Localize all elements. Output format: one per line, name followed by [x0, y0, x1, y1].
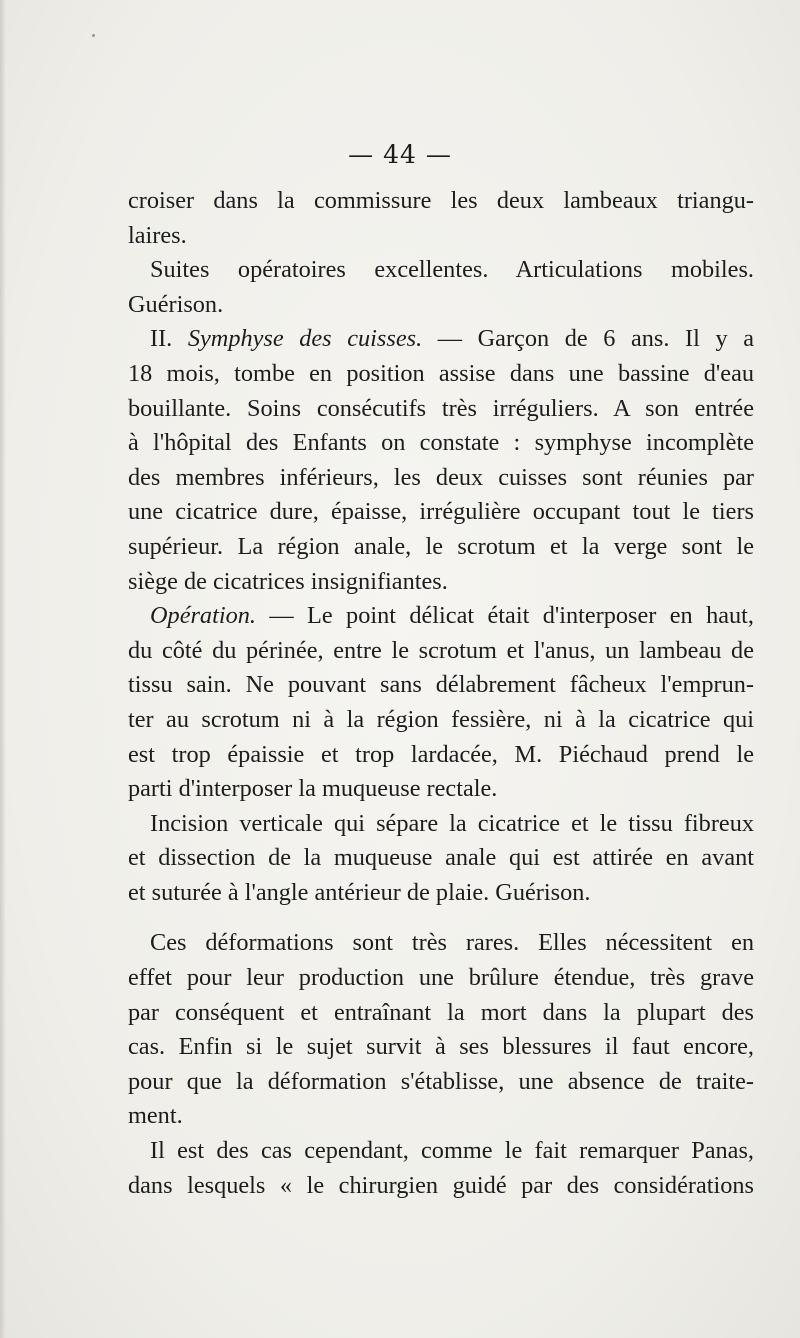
paragraph [128, 184, 754, 253]
text-line [128, 599, 754, 634]
text-line: bouillante. Soins consécutifs très irréguliers. A son entrée [128, 394, 754, 422]
section-title: Symphyse des cuisses. [187, 325, 423, 353]
text-line: ment. [128, 1102, 183, 1130]
text-line: 18 mois, tombe en position assise dans une bassine d'eau [128, 359, 754, 387]
text-line [128, 322, 754, 357]
text-line: et suturée à l'angle antérieur de plaie. Guérison. [128, 878, 591, 906]
paragraph [128, 926, 754, 1134]
text-line: effet pour leur production une brûlure étendue, très grave [128, 964, 754, 992]
text-fragment: — Le point délicat était d'interposer en haut, [255, 602, 754, 630]
text-line: Suites opératoires excellentes. Articulations mobiles. [150, 256, 754, 284]
text-line: une cicatrice dure, épaisse, irrégulière occupant tout le tiers [128, 498, 754, 526]
text-line: par conséquent et entraînant la mort dans la plupart des [128, 998, 754, 1026]
text-line: à l'hôpital des Enfants on constate : symphyse incomplète [128, 429, 754, 457]
text-line: ter au scrotum ni à la région fessière, ni à la cicatrice qui [128, 705, 754, 733]
text-line: tissu sain. Ne pouvant sans délabrement fâcheux l'emprun- [128, 671, 754, 699]
text-line: cas. Enfin si le sujet survit à ses blessures il faut encore, [128, 1033, 754, 1061]
paragraph [128, 322, 754, 599]
body-text [128, 184, 754, 1203]
text-fragment: — Garçon de 6 ans. Il y a [422, 325, 754, 353]
paragraph [128, 807, 754, 911]
paragraph [128, 253, 754, 322]
text-line: et dissection de la muqueuse anale qui est attirée en avant [128, 844, 754, 872]
text-line: Ces déformations sont très rares. Elles nécessitent en [150, 929, 754, 957]
text-line: supérieur. La région anale, le scrotum et la verge sont le [128, 532, 754, 560]
paragraph [128, 599, 754, 807]
text-line: est trop épaissie et trop lardacée, M. Piéchaud prend le [128, 740, 754, 768]
text-line: Guérison. [128, 290, 224, 318]
section-title: Opération. [150, 602, 256, 630]
text-line: siège de cicatrices insignifiantes. [128, 567, 448, 595]
text-line: Incision verticale qui sépare la cicatrice et le tissu fibreux [150, 809, 754, 837]
paper-speck [92, 34, 95, 37]
text-line: pour que la déformation s'établisse, une absence de traite- [128, 1067, 754, 1095]
section-number: II. [150, 325, 188, 353]
page-edge-shadow [0, 0, 6, 1338]
text-line: dans lesquels « le chirurgien guidé par des considérations [128, 1171, 754, 1199]
text-line: des membres inférieurs, les deux cuisses sont réunies par [128, 463, 754, 491]
paragraph [128, 1134, 754, 1203]
text-line: croiser dans la commissure les deux lambeaux triangu- [128, 187, 754, 214]
text-line: Il est des cas cependant, comme le fait remarquer Panas, [150, 1137, 754, 1165]
text-line: parti d'interposer la muqueuse rectale. [128, 775, 498, 803]
text-line: du côté du périnée, entre le scrotum et l'anus, un lambeau de [128, 636, 754, 664]
paragraph-gap [128, 910, 754, 926]
text-line: laires. [128, 221, 187, 249]
page-number: — 44 — [348, 140, 452, 169]
